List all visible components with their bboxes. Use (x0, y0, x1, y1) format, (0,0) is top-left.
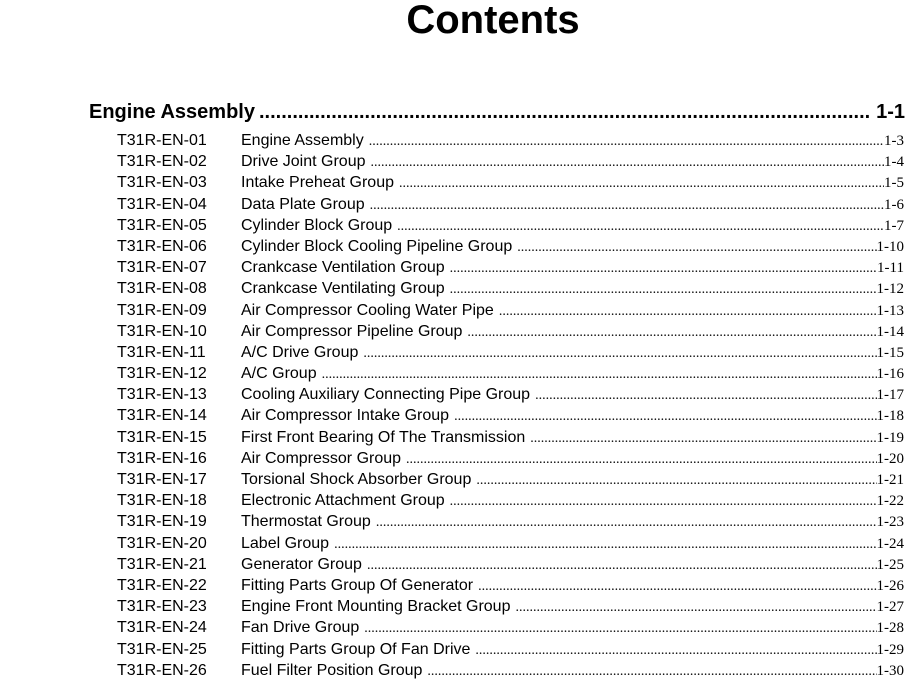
entry-code: T31R-EN-26 (117, 661, 207, 679)
dot-leader (450, 491, 877, 512)
entry-page-number: 1-12 (876, 281, 904, 298)
entry-page-number: 1-18 (876, 408, 904, 425)
entry-code: T31R-EN-02 (117, 153, 207, 171)
entry-code: T31R-EN-18 (117, 492, 207, 510)
toc-entry[interactable] (117, 151, 905, 172)
entry-code: T31R-EN-07 (117, 259, 207, 277)
entry-code: T31R-EN-06 (117, 237, 207, 255)
entry-page-number: 1-21 (876, 472, 904, 488)
entry-page-number: 1-25 (876, 556, 904, 573)
toc-entry[interactable] (117, 427, 905, 448)
dot-leader (322, 364, 877, 385)
dot-leader (364, 618, 876, 639)
dot-leader (406, 449, 876, 470)
entry-code: T31R-EN-01 (117, 132, 207, 149)
entry-page-number: 1-22 (876, 493, 904, 510)
toc-entry[interactable] (117, 363, 905, 384)
entry-page-number: 1-15 (876, 344, 904, 361)
dot-leader (530, 428, 876, 449)
entry-page-number: 1-28 (876, 620, 904, 637)
entry-page-number: 1-7 (884, 217, 904, 234)
toc-entry[interactable] (117, 511, 905, 532)
entry-title: Intake Preheat Group (241, 174, 394, 192)
entry-code: T31R-EN-21 (117, 555, 207, 573)
entry-code: T31R-EN-16 (117, 449, 207, 467)
entry-page-number: 1-24 (876, 535, 904, 552)
entry-page-number: 1-19 (876, 429, 904, 446)
entry-title: Thermostat Group (241, 513, 371, 531)
entry-code: T31R-EN-04 (117, 195, 207, 213)
dot-leader (475, 640, 876, 661)
dot-leader (370, 195, 884, 216)
toc-list (117, 130, 905, 681)
entry-title: A/C Drive Group (241, 343, 359, 361)
dot-leader (259, 99, 870, 125)
entry-page-number: 1-29 (876, 641, 904, 658)
entry-title: Air Compressor Intake Group (241, 407, 450, 425)
entry-title: Fitting Parts Group Of Fan Drive (241, 640, 471, 658)
entry-code: T31R-EN-17 (117, 471, 207, 488)
dot-leader (454, 406, 876, 427)
entry-code: T31R-EN-20 (117, 534, 207, 552)
entry-code: T31R-EN-13 (117, 386, 207, 404)
dot-leader (450, 279, 877, 300)
dot-leader (363, 343, 876, 364)
entry-title: Cylinder Block Cooling Pipeline Group (241, 237, 513, 255)
entry-title: Data Plate Group (241, 195, 365, 213)
entry-page-number: 1-30 (876, 662, 904, 679)
entry-title: Cylinder Block Group (241, 216, 393, 234)
entry-page-number: 1-10 (876, 238, 904, 255)
entry-code: T31R-EN-12 (117, 365, 207, 383)
dot-leader (467, 322, 876, 343)
entry-title: Torsional Shock Absorber Group (241, 471, 472, 488)
entry-title: Drive Joint Group (241, 153, 366, 171)
toc-entry[interactable] (117, 130, 905, 151)
entry-title: Fuel Filter Position Group (241, 661, 423, 679)
entry-title: A/C Group (241, 365, 317, 383)
dot-leader (369, 131, 884, 152)
toc-entry[interactable] (117, 596, 905, 617)
entry-page-number: 1-16 (876, 366, 904, 383)
toc-entry[interactable] (117, 405, 905, 426)
entry-code: T31R-EN-23 (117, 598, 207, 616)
dot-leader (450, 258, 877, 279)
dot-leader (334, 534, 876, 555)
entry-page-number: 1-3 (884, 133, 904, 149)
entry-page-number: 1-17 (876, 387, 904, 404)
entry-page-number: 1-20 (876, 450, 904, 467)
entry-code: T31R-EN-25 (117, 640, 207, 658)
entry-title: First Front Bearing Of The Transmission (241, 428, 526, 446)
entry-page-number: 1-23 (876, 514, 904, 531)
entry-title: Generator Group (241, 555, 362, 573)
toc-entry[interactable] (117, 384, 905, 405)
section-page-number: 1-1 (876, 101, 905, 123)
entry-title: Cooling Auxiliary Connecting Pipe Group (241, 386, 531, 404)
toc-entry[interactable] (117, 342, 905, 363)
dot-leader (427, 661, 876, 682)
dot-leader (397, 216, 884, 237)
entry-code: T31R-EN-10 (117, 322, 207, 340)
entry-title: Air Compressor Pipeline Group (241, 322, 463, 340)
toc-entry[interactable] (117, 448, 905, 469)
toc-entry[interactable] (117, 617, 905, 638)
dot-leader (376, 512, 877, 533)
toc-entry[interactable] (117, 215, 905, 236)
toc-entry[interactable] (117, 300, 905, 321)
entry-page-number: 1-26 (876, 577, 904, 594)
dot-leader (371, 152, 885, 173)
entry-page-number: 1-6 (884, 196, 904, 213)
entry-title: Air Compressor Cooling Water Pipe (241, 301, 494, 319)
entry-title: Electronic Attachment Group (241, 492, 445, 510)
dot-leader (499, 301, 877, 322)
toc-entry[interactable] (117, 236, 905, 257)
toc-entry[interactable] (117, 257, 905, 278)
toc-entry[interactable] (117, 172, 905, 193)
entry-code: T31R-EN-14 (117, 407, 207, 425)
entry-page-number: 1-5 (884, 175, 904, 192)
entry-title: Air Compressor Group (241, 449, 402, 467)
entry-title: Engine Assembly (241, 132, 364, 149)
entry-page-number: 1-13 (876, 302, 904, 319)
entry-code: T31R-EN-22 (117, 576, 207, 594)
toc-entry[interactable] (117, 194, 905, 215)
entry-code: T31R-EN-11 (117, 343, 206, 361)
entry-title: Fan Drive Group (241, 619, 360, 637)
toc-entry[interactable] (117, 554, 905, 575)
dot-leader (367, 555, 877, 576)
entry-title: Crankcase Ventilating Group (241, 280, 445, 298)
entry-code: T31R-EN-19 (117, 513, 207, 531)
entry-code: T31R-EN-09 (117, 301, 207, 319)
entry-code: T31R-EN-03 (117, 174, 207, 192)
entry-code: T31R-EN-15 (117, 428, 207, 446)
dot-leader (476, 470, 876, 491)
toc-entry[interactable] (117, 321, 905, 342)
entry-code: T31R-EN-05 (117, 216, 207, 234)
entry-title: Fitting Parts Group Of Generator (241, 576, 474, 594)
entry-title: Crankcase Ventilation Group (241, 259, 445, 277)
toc-entry[interactable] (117, 639, 905, 660)
toc-entry[interactable] (117, 533, 905, 554)
entry-page-number: 1-11 (877, 260, 904, 277)
toc-entry[interactable] (117, 278, 905, 299)
dot-leader (517, 237, 876, 258)
dot-leader (478, 576, 876, 597)
entry-page-number: 1-14 (876, 323, 904, 340)
dot-leader (535, 385, 876, 406)
entry-page-number: 1-27 (876, 599, 904, 616)
section-title: Engine Assembly (89, 101, 255, 123)
toc-entry[interactable] (117, 469, 905, 490)
entry-page-number: 1-4 (884, 154, 904, 171)
dot-leader (515, 597, 876, 618)
entry-code: T31R-EN-24 (117, 619, 207, 637)
dot-leader (399, 173, 884, 194)
toc-entry[interactable] (117, 660, 905, 681)
section-header-link[interactable] (89, 99, 905, 125)
toc-entry[interactable] (117, 575, 905, 596)
toc-entry[interactable] (117, 490, 905, 511)
entry-code: T31R-EN-08 (117, 280, 207, 298)
page-title: Contents (406, 0, 580, 42)
entry-title: Label Group (241, 534, 330, 552)
entry-title: Engine Front Mounting Bracket Group (241, 598, 511, 616)
